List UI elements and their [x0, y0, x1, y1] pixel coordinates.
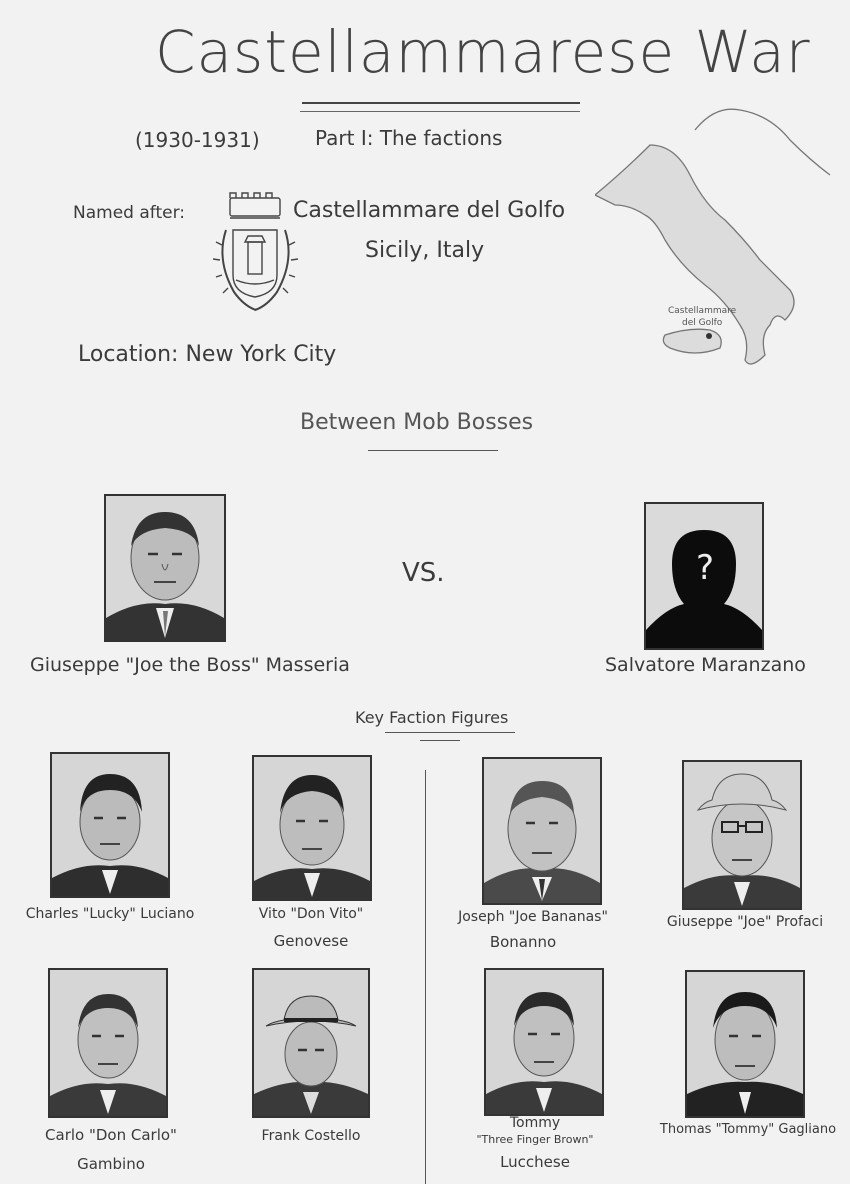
- title-underline-2: [300, 111, 580, 112]
- location-text: Location: New York City: [78, 342, 337, 367]
- vs-text: VS.: [402, 558, 445, 588]
- portrait-luciano: [50, 752, 170, 898]
- name-lucchese-1: Tommy: [509, 1115, 561, 1131]
- key-figures-heading: Key Faction Figures: [355, 708, 509, 727]
- name-costello: Frank Costello: [261, 1128, 361, 1144]
- name-gambino-2: Gambino: [77, 1155, 145, 1173]
- portrait-profaci: [682, 760, 802, 910]
- portrait-genovese: [252, 755, 372, 901]
- map-label-2: del Golfo: [682, 318, 723, 328]
- name-genovese-2: Genovese: [273, 932, 349, 950]
- name-gambino-1: Carlo "Don Carlo": [45, 1126, 177, 1144]
- named-after-region: Sicily, Italy: [365, 238, 485, 263]
- named-after-place: Castellammare del Golfo: [293, 198, 566, 223]
- title-underline: [302, 102, 580, 104]
- portrait-masseria: [104, 494, 226, 642]
- boss-name-left: Giuseppe "Joe the Boss" Masseria: [30, 654, 350, 676]
- boss-name-right: Salvatore Maranzano: [605, 654, 806, 676]
- key-figures-underline-2: [420, 740, 460, 741]
- name-luciano: Charles "Lucky" Luciano: [25, 906, 195, 922]
- name-bonanno-1: Joseph "Joe Bananas": [458, 909, 608, 925]
- named-after-label: Named after:: [73, 203, 185, 223]
- italy-map: [595, 100, 835, 370]
- portrait-bonanno: [482, 757, 602, 905]
- portrait-lucchese: [484, 968, 604, 1116]
- name-bonanno-2: Bonanno: [489, 933, 557, 951]
- name-lucchese-2: "Three Finger Brown": [476, 1133, 594, 1146]
- portrait-gambino: [48, 968, 168, 1118]
- key-figures-underline: [385, 732, 515, 733]
- map-label-1: Castellammare: [668, 306, 737, 316]
- name-profaci: Giuseppe "Joe" Profaci: [666, 914, 824, 930]
- between-underline: [368, 450, 498, 451]
- portrait-costello: [252, 968, 370, 1118]
- unknown-question-mark: ?: [696, 548, 715, 588]
- name-lucchese-3: Lucchese: [500, 1153, 570, 1171]
- name-genovese-1: Vito "Don Vito": [258, 906, 364, 922]
- page-title: Castellammarese War: [155, 18, 811, 86]
- years-text: (1930-1931): [135, 128, 260, 152]
- coat-of-arms-icon: [208, 190, 303, 320]
- between-heading: Between Mob Bosses: [300, 410, 534, 435]
- part-text: Part I: The factions: [315, 126, 503, 150]
- portrait-gagliano: [685, 970, 805, 1118]
- faction-divider: [425, 770, 426, 1184]
- name-gagliano: Thomas "Tommy" Gagliano: [659, 1122, 837, 1137]
